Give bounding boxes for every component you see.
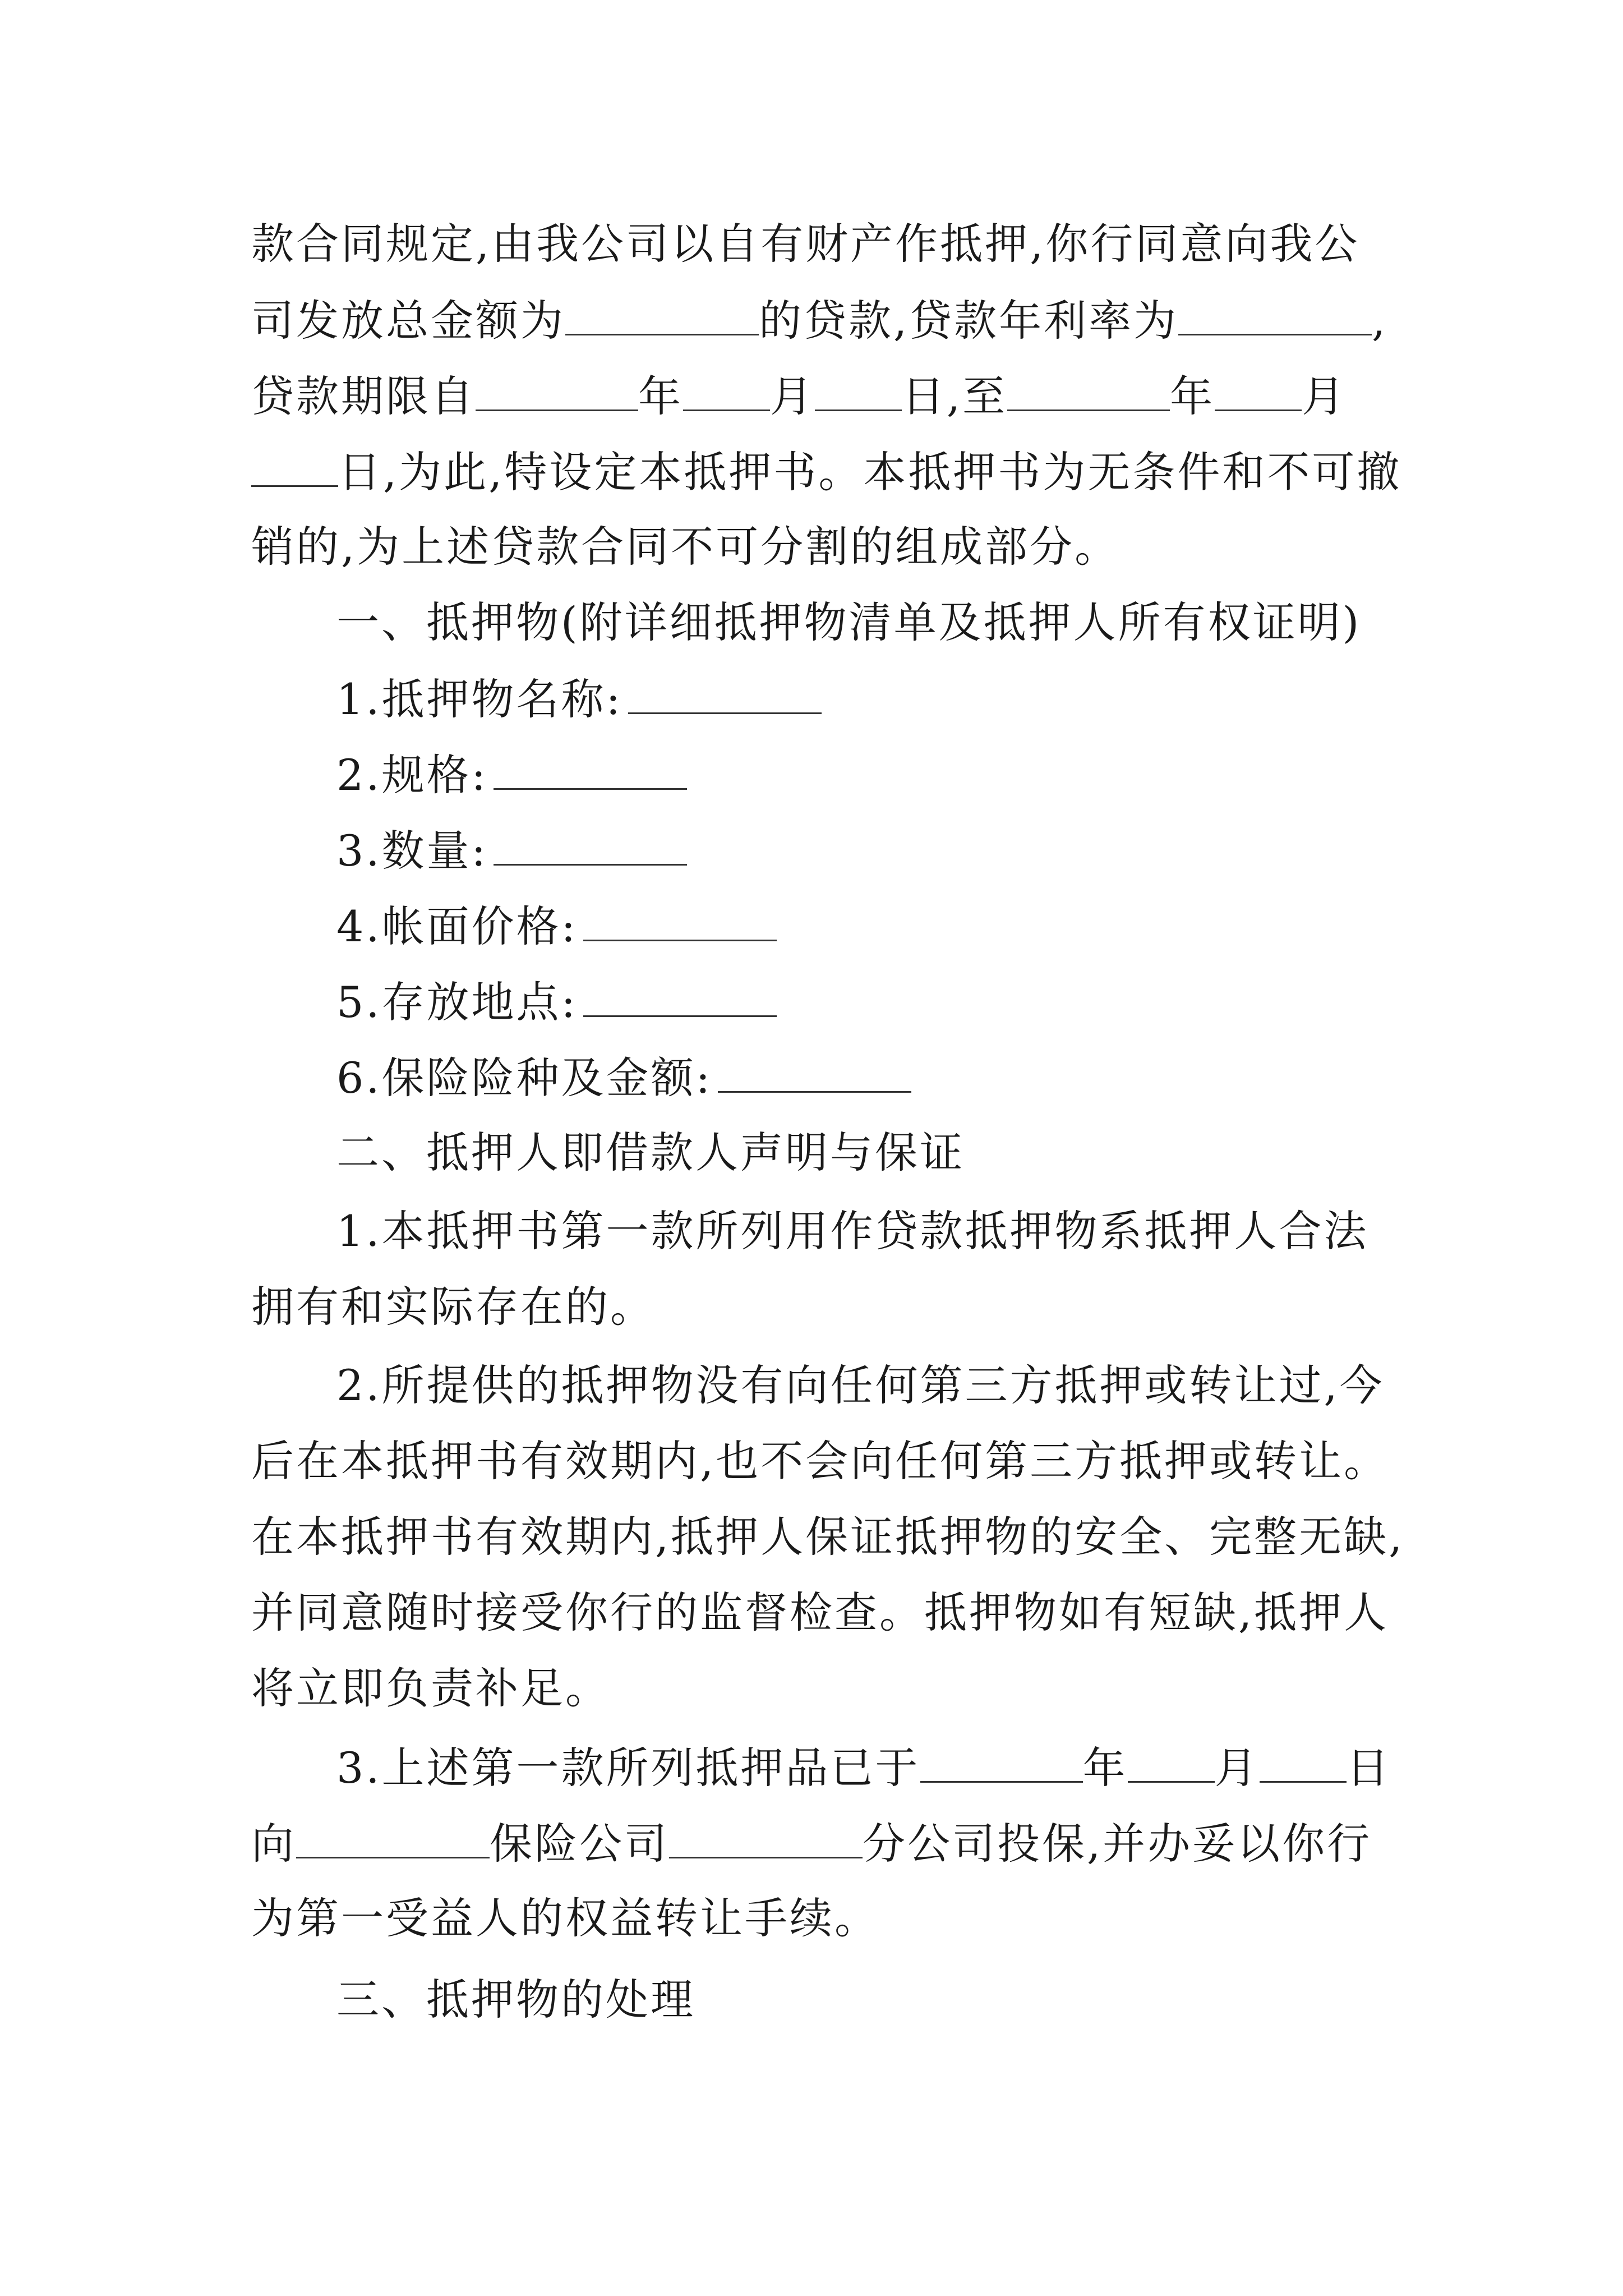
blank-field: [1215, 370, 1302, 411]
text: 向: [251, 1819, 296, 1869]
text: 年: [638, 371, 683, 421]
blank-field: [583, 976, 777, 1017]
blank-field: [718, 1052, 911, 1093]
blank-field: [1260, 1742, 1347, 1783]
blank-field: [815, 370, 902, 411]
text-line: [336, 1206, 1369, 1257]
text: 为第一受益人的权益转让手续。: [251, 1893, 879, 1943]
blank-field: [583, 900, 777, 941]
blank-field: [476, 370, 638, 411]
blank-field: [920, 1742, 1083, 1783]
text-line: [251, 219, 1359, 269]
blank-field: [251, 446, 338, 487]
text-line: [251, 1436, 1389, 1487]
text: 日: [1346, 1743, 1391, 1793]
text-line: [251, 1588, 1389, 1638]
blank-field: [1178, 295, 1372, 335]
text: 二、抵押人即借款人声明与保证: [336, 1128, 965, 1177]
blank-field: [683, 370, 770, 411]
text: 1.本抵押书第一款所列用作贷款抵押物系抵押人合法: [336, 1206, 1369, 1256]
text-line: [336, 1742, 1391, 1793]
text: 5.存放地点:: [336, 977, 578, 1027]
text: 6.保险险种及金额:: [336, 1053, 713, 1103]
text: 日,至: [902, 371, 1008, 421]
text: 将立即负责补足。: [251, 1663, 610, 1713]
list-item: [336, 825, 687, 876]
text: 保险公司: [490, 1819, 669, 1869]
section-heading: [336, 1128, 965, 1178]
text: 款合同规定,由我公司以自有财产作抵押,你行同意向我公: [251, 219, 1360, 269]
text: 贷款期限自: [251, 371, 476, 421]
text: 月: [770, 371, 815, 421]
text: 4.帐面价格:: [336, 901, 578, 951]
text-line: [336, 1360, 1385, 1411]
text: 分公司投保,并办妥以你行: [863, 1819, 1372, 1869]
text-line: [251, 295, 1387, 346]
text: 并同意随时接受你行的监督检查。抵押物如有短缺,抵押人: [251, 1588, 1389, 1637]
text: 3.数量:: [336, 826, 488, 876]
blank-field: [494, 825, 687, 866]
text: 销的,为上述贷款合同不可分割的组成部分。: [251, 522, 1120, 572]
text-line: [251, 1512, 1404, 1562]
text: 1.抵押物名称:: [336, 674, 623, 724]
text-line: [251, 1282, 655, 1332]
text-line: [251, 1663, 610, 1714]
text: 一、抵押物(附详细抵押物清单及抵押人所有权证明): [336, 597, 1362, 647]
text: 在本抵押书有效期内,抵押人保证抵押物的安全、完整无缺,: [251, 1512, 1405, 1562]
text: 2.规格:: [336, 750, 488, 800]
blank-field: [565, 295, 759, 335]
section-heading: [336, 597, 1361, 648]
blank-field: [296, 1818, 490, 1858]
list-item: [336, 976, 777, 1028]
list-item: [336, 749, 687, 800]
text: ,: [1372, 296, 1388, 346]
text-line: [251, 1893, 879, 1944]
text: 年: [1082, 1743, 1128, 1793]
list-item: [336, 1052, 911, 1103]
list-item: [336, 673, 822, 725]
list-item: [336, 900, 777, 952]
text: 司发放总金额为: [251, 296, 565, 346]
text: 后在本抵押书有效期内,也不会向任何第三方抵押或转让。: [251, 1436, 1389, 1486]
blank-field: [494, 749, 687, 790]
text: 2.所提供的抵押物没有向任何第三方抵押或转让过,今: [336, 1360, 1385, 1410]
text: 3.上述第一款所列抵押品已于: [336, 1743, 920, 1793]
text-line: [251, 370, 1347, 422]
text-line: [251, 1818, 1372, 1869]
text: 拥有和实际存在的。: [251, 1282, 655, 1332]
text: 月: [1302, 371, 1347, 421]
text: 日,为此,特设定本抵押书。本抵押书为无条件和不可撤: [338, 447, 1402, 497]
text: 年: [1170, 371, 1215, 421]
text: 月: [1214, 1743, 1260, 1793]
text-line: [251, 446, 1401, 498]
text: 三、抵押物的处理: [336, 1975, 695, 2024]
section-heading: [336, 1975, 695, 2025]
text: 的贷款,贷款年利率为: [759, 296, 1179, 346]
text-line: [251, 522, 1119, 572]
blank-field: [669, 1818, 863, 1858]
blank-field: [628, 673, 822, 714]
blank-field: [1007, 370, 1170, 411]
blank-field: [1128, 1742, 1215, 1783]
